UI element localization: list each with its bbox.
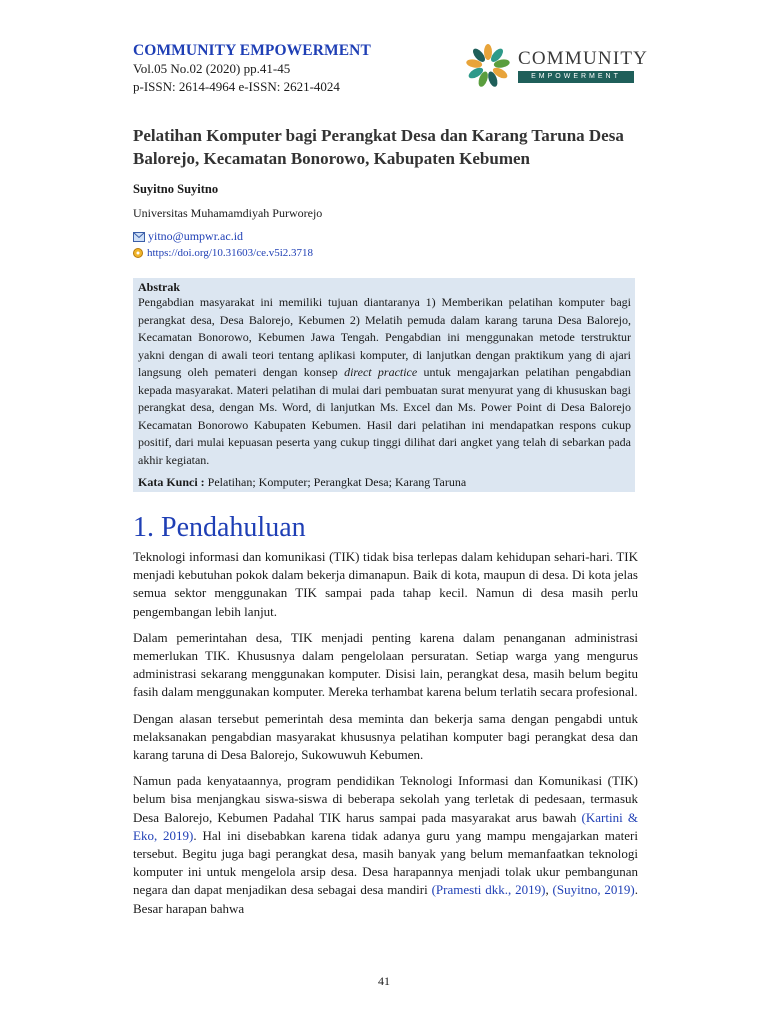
logo-mark-icon: [462, 40, 516, 92]
abstract-text: Pengabdian masyarakat ini memiliki tujuan diantaranya 1) Memberikan pelatihan komputer bagi perangkat desa, Desa Balorejo, Kebumen 2) Melatih pemuda dalam karang taruna Desa Balorejo, Kecamatan Bonorowo, Kebumen Jawa Tengah. Pengabdian ini menggunakan metode terstruktur yakni dengan di awali teori tentang aplikasi komputer, di lanjutkan dengan praktikum yang di ajari langsung oleh pemateri dengan konsep direct practice untuk mengajarkan pelatihan pengabdian kepada masyarakat. Materi pelatihan di mulai dari pembuatan surat menyurat yang di khususkan bagi perangkat desa, dengan Ms. Word, di lanjutkan Ms. Excel dan Ms. Power Point di Desa Balorejo Kecamatan Bonorowo Kabupaten Kebumen. Hasil dari pelatihan ini mendapatkan respons cukup positif, dari mulai kepuasan peserta yang cukup tinggi dilihat dari angket yang telah di sebarkan pada akhir kegiatan.: [138, 295, 631, 467]
section-heading: 1. Pendahuluan: [133, 512, 306, 543]
paragraph-2: Dalam pemerintahan desa, TIK menjadi penting karena dalam penanganan administrasi memerlukan TIK. Khususnya dalam pengelolaan persuratan. Setiap warga yang mengurus administrasi sekarang menggunakan komputer. Disisi lain, perangkat desa, masih belum begitu fasih dalam menggunakan komputer. Mereka terhambat karena belum terlatih secara profesional.: [133, 629, 638, 700]
abstract-italic-term: direct practice: [344, 365, 418, 379]
doi-icon: [133, 248, 143, 258]
mail-icon: [133, 232, 145, 242]
logo-tagline: EMPOWERMENT: [518, 71, 634, 83]
citation-pramesti[interactable]: (Pramesti dkk., 2019): [431, 882, 546, 898]
abstract-heading: Abstrak: [138, 280, 181, 294]
page-number: 41: [378, 974, 390, 988]
author-name: Suyitno Suyitno: [133, 182, 219, 196]
abstract-box: [133, 278, 635, 492]
doi-link[interactable]: https://doi.org/10.31603/ce.v5i2.3718: [147, 247, 314, 259]
author-email[interactable]: yitno@umpwr.ac.id: [148, 229, 244, 243]
keywords: [138, 474, 631, 492]
community-empowerment-logo: [462, 40, 649, 92]
paragraph-4: Namun pada kenyataannya, program pendidikan Teknologi Informasi dan Komunikasi (TIK) belum bisa menjangkau siswa-siswa di beberapa sekolah yang terletak di pedesaan, termasuk Desa Balorejo, Kebumen Padahal TIK harus sampai pada masyarakat arus bawah (Kartini & Eko, 2019). Hal ini disebabkan karena tidak adanya guru yang mampu mengajarkan materi tersebut. Begitu juga bagi perangkat desa, masih banyak yang belum memanfaatkan teknologi komputer ini untuk mengelola arsip desa. Desa harapannya menjadi tolak ukur pembangunan negara dan dapat menjadikan desa sebagai desa mandiri (Pramesti dkk., 2019), (Suyitno, 2019). Besar harapan bahwa: [133, 773, 639, 916]
logo-word: COMMUNITY: [518, 48, 649, 69]
journal-name: COMMUNITY EMPOWERMENT: [133, 42, 371, 59]
paragraph-1: Teknologi informasi dan komunikasi (TIK) tidak bisa terlepas dalam kehidupan sehari-hari. TIK menjadi kebutuhan pokok dalam bekerja dimanapun. Baik di kota, maupun di desa. Di kota jelas semua sektor menggunakan TIK sampai pada tahap kecil. Namun di desa masih perlu pengembangan lebih lanjut.: [133, 549, 638, 619]
doi-row[interactable]: [133, 247, 313, 259]
keywords-label: Kata Kunci :: [138, 475, 205, 489]
citation-kartini[interactable]: (Kartini & Eko, 2019): [133, 809, 639, 843]
email-row[interactable]: [133, 229, 243, 244]
journal-header: [133, 42, 371, 96]
paragraph-3: Dengan alasan tersebut pemerintah desa meminta dan bekerja sama dengan pengabdi untuk melaksanakan pengabdian masyarakat khususnya pelatihan komputer bagi perangkat desa dan karang taruna di Desa Balorejo, Sukowuwuh Kebumen.: [133, 710, 638, 763]
section-body: [133, 548, 638, 926]
journal-issn: p-ISSN: 2614-4964 e-ISSN: 2621-4024: [133, 79, 340, 94]
citation-suyitno[interactable]: (Suyitno, 2019): [552, 882, 635, 898]
journal-volume: Vol.05 No.02 (2020) pp.41-45: [133, 61, 291, 76]
author-affiliation: Universitas Muhamamdiyah Purworejo: [133, 206, 323, 220]
keywords-list: Pelatihan; Komputer; Perangkat Desa; Karang Taruna: [204, 475, 467, 489]
paper-title: Pelatihan Komputer bagi Perangkat Desa dan Karang Taruna Desa Balorejo, Kecamatan Bonorowo, Kabupaten Kebumen: [133, 126, 624, 168]
